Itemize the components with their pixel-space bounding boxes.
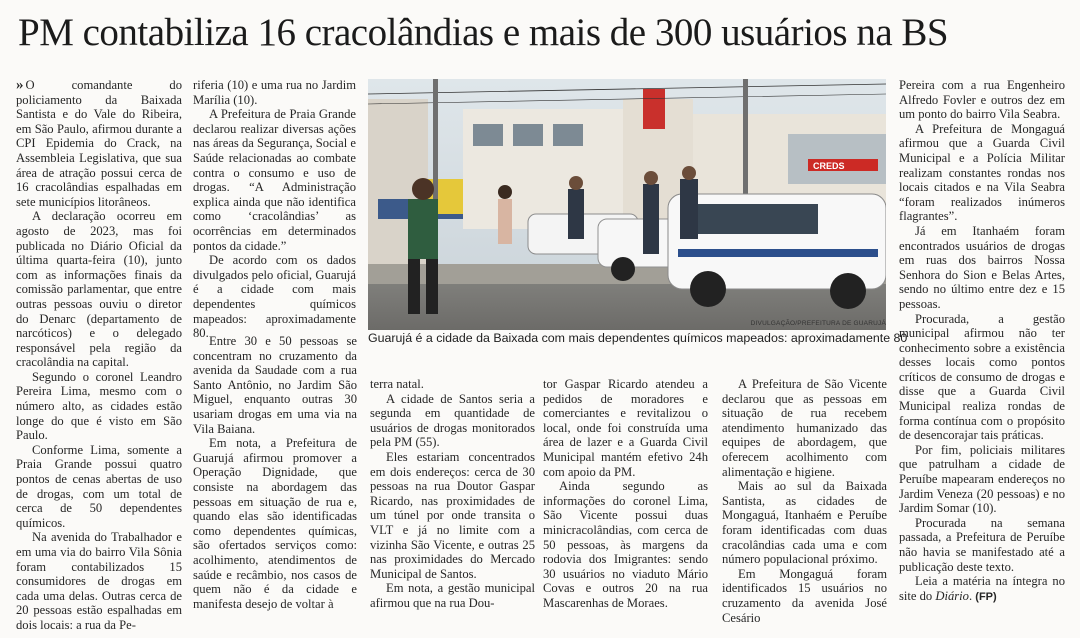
paragraph: Mais ao sul da Baixada Santista, as cidades de Mongaguá, Itanhaém e Peruíbe foram identificadas com duas cracolândias cada uma e com número populacional próximo.: [722, 479, 887, 567]
street-scene-illustration: [368, 79, 886, 330]
paragraph: A Prefeitura de Praia Grande declarou realizar diversas ações nas áreas da Segurança, Social e Saúde relacionadas ao combate contra o consumo e uso de drogas. “A Administração explica ainda que não identifica como ‘cracolândias’ as ocorrências em determinados pontos da cidade.”: [193, 107, 356, 253]
paragraph: tor Gaspar Ricardo atendeu a pedidos de moradores e comerciantes e revitalizou o local, onde foi construída uma área de lazer e a Guarda Civil Municipal mantém efetivo 24h com apoio da PM.: [543, 377, 708, 479]
paragraph: Conforme Lima, somente a Praia Grande possui quatro pontos de cenas abertas de uso de drogas, com um total de cerca de 50 dependentes químicos.: [16, 442, 182, 530]
paragraph: terra natal.: [370, 377, 424, 391]
photo-caption: Guarujá é a cidade da Baixada com mais dependentes químicos mapeados: aproximadamente 80: [368, 331, 908, 345]
paragraph: Procurada na semana passada, a Prefeitura de Peruíbe não havia se manifestado até a publicação deste texto.: [899, 515, 1065, 574]
paragraph: A cidade de Santos seria a segunda em quantidade de usuários de drogas monitorados pela PM (55).: [370, 391, 535, 450]
paragraph: A Prefeitura de São Vicente declarou que as pessoas em situação de rua recebem atendimento humanizado das equipes de abordagem, que oferecem acolhimento com alimentação e higiene.: [722, 377, 887, 479]
paragraph: Pereira com a rua Engenheiro Alfredo Fovler e outros dez em um ponto do bairro Vila Seabra.: [899, 78, 1065, 122]
column-1: [16, 78, 182, 633]
shop-sign: CREDS: [813, 161, 845, 171]
closing-paragraph: Leia a matéria na íntegra no site do Diário. (FP): [899, 574, 1065, 603]
paragraph: riferia (10) e uma rua no Jardim Marília (10).: [193, 78, 356, 107]
paragraph: Eles estariam concentrados em dois endereços: cerca de 30 pessoas na rua Doutor Gaspar Ricardo, nas proximidades de um túnel por onde transita o VLT e já no limite com a vizinha São Vicente, e outras 25 nas proximidades do Mercado Municipal de Santos.: [370, 449, 535, 581]
column-3: [370, 377, 535, 611]
paragraph: » O comandante do policiamento da Baixada Santista e do Vale do Ribeira, em São Paulo, afirmou durante a CPI Epidemia do Crack, na Assembleia Legislativa, que sua área de atração possui cerca de 16 cracolândias espalhadas em sete municípios litorâneos.: [16, 77, 182, 209]
paragraph: Em Mongaguá foram identificados 15 usuários no cruzamento da avenida José Cesário: [722, 566, 887, 625]
column-4: [543, 377, 708, 611]
paragraph: Em nota, a Prefeitura de Guarujá afirmou promover a Operação Dignidade, que consiste na abordagem das pessoas em situação de rua e, quando elas são identificadas como dependentes químicas, são ofertados serviços como: acolhimento, atendimentos de saúde e recâmbio, nos casos de quem não é da cidade e manifesta desejo de voltar à: [193, 436, 357, 611]
column-2-bottom: [193, 334, 357, 611]
paragraph: Ainda segundo as informações do coronel Lima, São Vicente possui duas minicracolândias, com cerca de 50 pessoas, às margens da rodovia dos Imigrantes: sendo 30 usuários no viaduto Mário Covas e outros 20 na rua Mascarenhas de Moraes.: [543, 479, 708, 610]
paragraph: Entre 30 e 50 pessoas se concentram no cruzamento da avenida da Saudade com a rua Santo Antônio, no Jardim São Miguel, enquanto outras 30 usariam drogas em uma via na Vila Baiana.: [193, 334, 357, 436]
paragraph: Na avenida do Trabalhador e em uma via do bairro Vila Sônia foram contabilizados 15 consumidores de drogas em cada uma delas. Outras cerca de 20 pessoas estão espalhadas em dois locais: a rua da Pe-: [16, 530, 182, 632]
lead-marker-icon: »: [16, 77, 21, 93]
paragraph: A Prefeitura de Mongaguá afirmou que a Guarda Civil Municipal e a Polícia Militar realizam constantes rondas nos locais citados e na Vila Seabra “foram realizados inúmeros flagrantes”.: [899, 121, 1065, 224]
paragraph: Por fim, policiais militares que patrulham a cidade de Peruíbe mapearam endereços no Jardim Veneza (20 pessoas) e no Jardim Somar (10).: [899, 442, 1065, 516]
column-5: [722, 377, 887, 625]
paragraph: Em nota, a gestão municipal afirmou que na rua Dou-: [370, 581, 535, 610]
source-name: Diário: [935, 588, 969, 603]
column-2-top: [193, 78, 356, 341]
paragraph: Procurada, a gestão municipal afirmou não ter conhecimento sobre a existência desses locais como pontos críticos de consumo de drogas e disse que a Guarda Civil Municipal realiza rondas de forma contínua com o propósito de desencorajar tais práticas.: [899, 311, 1065, 443]
photo-credit: DIVULGAÇÃO/PREFEITURA DE GUARUJÁ: [750, 320, 886, 327]
news-photo: [368, 79, 886, 330]
headline: PM contabiliza 16 cracolândias e mais de 300 usuários na BS: [18, 11, 949, 54]
paragraph: De acordo com os dados divulgados pelo oficial, Guarujá é a cidade com mais dependentes químicos mapeados: aproximadamente 80.: [193, 253, 356, 341]
paragraph: Segundo o coronel Leandro Pereira Lima, mesmo com o número alto, as cidades estão longe do que é visto em São Paulo.: [16, 369, 182, 443]
paragraph: A declaração ocorreu em agosto de 2023, mas foi publicada no Diário Oficial da última quarta-feira (10), junto com as informações finais da comissão parlamentar, que entre outras pessoas ouviu o diretor do Denarc (departamento de narcóticos) e o delegado responsável pela região da cracolândia na capital.: [16, 209, 182, 370]
author-signature: (FP): [975, 590, 997, 603]
column-6: [899, 78, 1065, 604]
paragraph: Já em Itanhaém foram encontrados usuários de drogas em ruas dos bairros Nossa Senhora do Sion e Belas Artes, sendo no último entre dez e 15 pessoas.: [899, 223, 1065, 311]
